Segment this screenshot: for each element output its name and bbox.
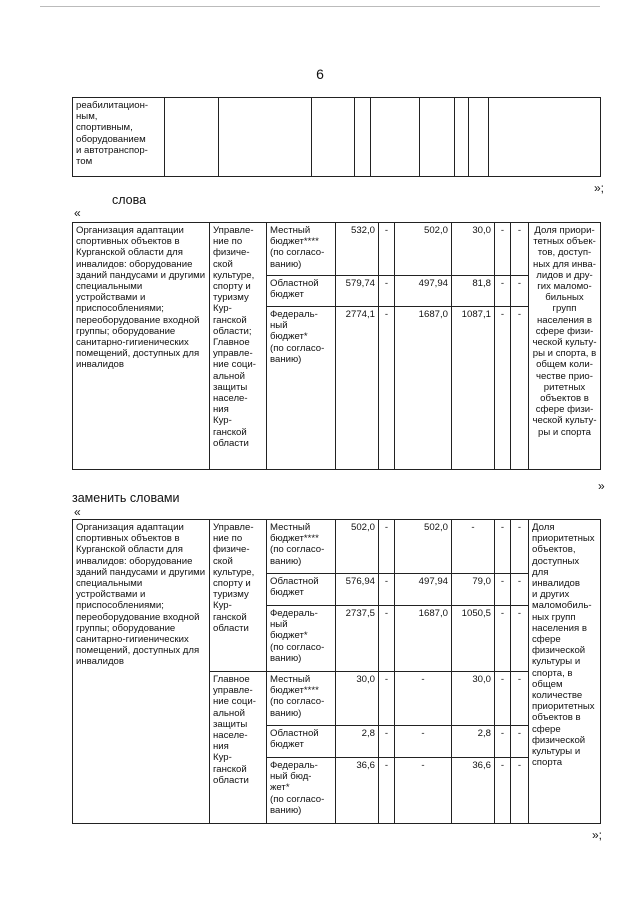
year-value: - <box>395 672 452 726</box>
funding-source: Областной бюджет <box>267 574 336 606</box>
funding-source: Местный бюджет**** (по согласо- ванию) <box>267 672 336 726</box>
total-value: 2774,1 <box>336 307 379 470</box>
year-value: 502,0 <box>395 520 452 574</box>
executor-cell: Управле- ние по физиче- ской культуре, спорту и туризму Кур- ганской области <box>210 520 267 672</box>
executor-cell: Управле- ние по физиче- ской культуре, спорту и туризму Кур- ганской области; Главное управле- ние соци- альной защиты населе- ния Кур- ганской области <box>210 223 267 470</box>
top-fragment-text: реабилитацион- ным, спортивным, оборудованием и автотранспор- том <box>73 98 165 177</box>
year-value: - <box>511 758 529 824</box>
replace-label: заменить словами <box>72 491 180 505</box>
open-quote-2: « <box>74 505 81 519</box>
year-value: 36,6 <box>452 758 495 824</box>
original-table <box>72 222 601 470</box>
scan-artifact-line <box>40 6 600 7</box>
year-value: - <box>379 726 395 758</box>
total-value: 579,74 <box>336 276 379 307</box>
year-value: 502,0 <box>395 223 452 276</box>
year-value: - <box>395 758 452 824</box>
funding-source: Федераль- ный бюд- жет* (по согласо- ванию) <box>267 758 336 824</box>
year-value: - <box>511 276 529 307</box>
year-value: - <box>379 574 395 606</box>
executor-cell: Главное управле- ние соци- альной защиты населе- ния Кур- ганской области <box>210 672 267 824</box>
year-value: - <box>511 672 529 726</box>
total-value: 36,6 <box>336 758 379 824</box>
indicator-cell: Доля приоритетных объектов, доступных для инвалидов и других маломобиль- ных групп населения в сфере физической культуры и спорта, в общем количестве приоритетных объектов в сфере физической культуры и спорта <box>529 520 601 824</box>
year-value: - <box>495 726 511 758</box>
year-value: - <box>511 223 529 276</box>
year-value: 30,0 <box>452 672 495 726</box>
year-value: - <box>511 307 529 470</box>
words-label: слова <box>112 193 147 207</box>
year-value: - <box>495 758 511 824</box>
funding-source: Местный бюджет**** (по согласо- ванию) <box>267 223 336 276</box>
year-value: 81,8 <box>452 276 495 307</box>
total-value: 502,0 <box>336 520 379 574</box>
year-value: - <box>495 574 511 606</box>
funding-source: Местный бюджет**** (по согласо- ванию) <box>267 520 336 574</box>
year-value: - <box>379 758 395 824</box>
funding-source: Областной бюджет <box>267 726 336 758</box>
year-value: 30,0 <box>452 223 495 276</box>
year-value: - <box>495 520 511 574</box>
year-value: - <box>511 574 529 606</box>
year-value: - <box>379 307 395 470</box>
year-value: 79,0 <box>452 574 495 606</box>
year-value: - <box>379 520 395 574</box>
total-value: 532,0 <box>336 223 379 276</box>
closing-quote-1: »; <box>594 181 605 195</box>
year-value: 1087,1 <box>452 307 495 470</box>
year-value: - <box>379 223 395 276</box>
year-value: - <box>395 726 452 758</box>
year-value: 2,8 <box>452 726 495 758</box>
closing-quote-2: » <box>598 479 605 493</box>
page-number: 6 <box>316 66 324 82</box>
year-value: - <box>511 726 529 758</box>
year-value: - <box>379 606 395 672</box>
year-value: - <box>495 223 511 276</box>
replacement-table <box>72 519 601 824</box>
event-cell: Организация адаптации спортивных объектов в Курганской области для инвалидов: оборудование зданий пандусами и другими специальными устройствами и приспособлениями; переоборудование входной группы; оборудование санитарно-гигиенических помещений, доступных для инвалидов <box>73 520 210 824</box>
funding-source: Федераль- ный бюджет* (по согласо- ванию) <box>267 307 336 470</box>
year-value: - <box>379 672 395 726</box>
year-value: - <box>495 276 511 307</box>
year-value: - <box>511 606 529 672</box>
event-cell: Организация адаптации спортивных объектов в Курганской области для инвалидов: оборудование зданий пандусами и другими специальными устройствами и приспособлениями; переоборудование входной группы; оборудование санитарно-гигиенических помещений, доступных для инвалидов <box>73 223 210 470</box>
year-value: - <box>495 672 511 726</box>
total-value: 2737,5 <box>336 606 379 672</box>
year-value: 497,94 <box>395 276 452 307</box>
total-value: 30,0 <box>336 672 379 726</box>
year-value: - <box>511 520 529 574</box>
total-value: 2,8 <box>336 726 379 758</box>
year-value: 1687,0 <box>395 606 452 672</box>
year-value: 1687,0 <box>395 307 452 470</box>
closing-quote-3: »; <box>592 828 603 842</box>
year-value: - <box>495 307 511 470</box>
funding-source: Областной бюджет <box>267 276 336 307</box>
total-value: 576,94 <box>336 574 379 606</box>
year-value: - <box>495 606 511 672</box>
year-value: 497,94 <box>395 574 452 606</box>
open-quote-1: « <box>74 206 81 220</box>
funding-source: Федераль- ный бюджет* (по согласо- ванию) <box>267 606 336 672</box>
year-value: 1050,5 <box>452 606 495 672</box>
year-value: - <box>452 520 495 574</box>
top-fragment-table <box>72 97 601 177</box>
indicator-cell: Доля приори- тетных объек- тов, доступ- ных для инва- лидов и дру- гих маломо- бильных групп населения в сфере физи- ческой культу- ры и спорта, в общем коли- честве прио- ритетных объектов в сфере физи- ческой культу- ры и спорта <box>529 223 601 470</box>
year-value: - <box>379 276 395 307</box>
